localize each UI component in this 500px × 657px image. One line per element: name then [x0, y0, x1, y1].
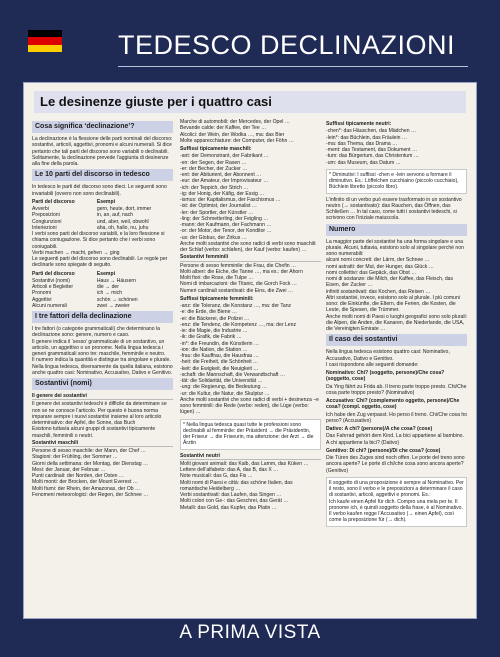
subsection-title: Suffissi tipicamente neutri: [326, 121, 392, 127]
section-title: Sostantivi (nomi) [32, 378, 173, 390]
section-title: I tre fattori della declinazione [32, 311, 173, 323]
subsection-title: Sostantivi femminili [180, 254, 321, 261]
list-item: -mann: der Kaufmann, der Fachmann … [180, 222, 272, 228]
title-divider [118, 66, 468, 67]
list-item: Molti fiori: die Rose, die Tulpe … [180, 275, 254, 281]
table-cell: gern, heute, dort, immer [96, 206, 152, 212]
flag-stripe-black [28, 30, 62, 37]
list-item: Nomi di imbarcazioni: die Titanic, die Gorch Fock … [180, 281, 297, 288]
section-title: Numero [326, 224, 467, 236]
list-item: Stagioni: der Frühling, der Sommer … [32, 454, 118, 461]
list-item: -ur: die Kultur, die Natur, die Skulptur … [180, 390, 270, 397]
paragraph: Il genere indica il ‘sesso’ grammaticale di un sostantivo, un articolo, un aggettivo o un pronome. Nella lingua tedesca i generi grammaticali sono tre: maschile, femminile e neutro. [32, 338, 166, 357]
table-cell: Preposizioni [32, 212, 60, 219]
table-cell: Aggettivi [32, 296, 52, 303]
paragraph: Le seguenti parti del discorso sono declinabili. Le regole per declinarle sono spiegate di seguito. [32, 256, 168, 269]
list-item: -ling: der Schmetterling, der Feigling … [180, 215, 269, 222]
list-item: -ion: die Nation, die Station … [180, 346, 248, 353]
list-item: -or: der Motor, der Tenor, der Konditor … [180, 228, 272, 235]
list-item: -ler: der Sportler, der Künstler … [180, 209, 254, 216]
paragraph: I verbi sono parti del discorso variabili, e la loro flessione si chiama coniugazione. Si dice pertanto che i verbi sono coniugabili. [32, 231, 165, 250]
verbi-example: Verbi machen → macht, gehen → ging [32, 249, 120, 256]
case-question: Genitivo: Di chi? (persone)/Di che cosa? (cose) [326, 447, 441, 454]
list-item: Giorni della settimana: der Montag, der Dienstag … [32, 460, 149, 467]
content-card [24, 83, 476, 618]
list-item: -ich: der Teppich, der Strich … [180, 184, 249, 191]
list-item: Punti cardinali: der Norden, der Osten … [32, 473, 125, 479]
list-item: Molti giovani animali: das Kalb, das Lamm, das Küken … [180, 460, 309, 467]
paragraph: Nella lingua tedesca, diversamente da quella italiana, esistono anche quattro casi: Nominativo, Accusativo, Dativo e Genitivo. [32, 363, 173, 376]
invariable-table [32, 197, 173, 231]
list-item: -enz: die Tendenz, die Kompetenz …, ma: der Lenz [180, 321, 296, 328]
declinable-table [32, 269, 173, 310]
list-item: Molte apparecchiature: der Computer, der Föhn … [180, 137, 294, 144]
table-header: Esempi [96, 198, 115, 205]
list-item: -ie: die Magie, die Industrie … [180, 328, 248, 334]
list-item: -ent: der Abiturient, der Abonnent … [180, 172, 262, 178]
list-item: -schaft: die Mannschaft, die Verwandtschaft … [180, 371, 286, 378]
list-item: Numeri cardinali sostantivati: die Eins, die Zwei … [180, 287, 293, 294]
case-example: Die Türen des Zuges sind noch offen. Le porte del treno sono ancora aperte? Le porte di chi/che cosa sono ancora aperte? (Genitivo) [326, 455, 465, 474]
table-cell: aha, oh, hallo, nu, juhu [96, 224, 149, 231]
note-box [326, 477, 467, 527]
list-item: Molti colori con Ge-: das Geschrei, das Gerät … [180, 498, 289, 505]
section-title: Le 10 parti del discorso in tedesco [32, 169, 173, 181]
note-box: * Diminutivi: I suffissi -chen e -lein servono a formare il diminutivo. Es.: Löffelchen cucchiaino (piccolo cucchiaio), Büchlein libretto (piccolo libro). [326, 169, 467, 194]
list-item: -er: der Becher, der Zucker … [180, 165, 248, 172]
list-item: Note musicali: das G, das Fis … [180, 473, 253, 480]
list-item: infiniti sostantivati: das Kochen, das Reisen … [326, 288, 431, 295]
table-cell: die → der [96, 284, 119, 290]
list-item: -ig: der Honig, der Käfig, der Essig … [180, 190, 265, 197]
subsection-title: Sostantivi neutri [180, 453, 321, 460]
case-example: Ich habe den Zug verpasst. Ho perso il treno. Chi/Che cosa ho perso? (Accusativo) [326, 411, 467, 424]
list-item: -ment: das Testament, das Dokument … [326, 147, 418, 153]
list-item: nomi collettivi: das Gepäck, das Obst … [326, 269, 417, 276]
subsection-title: Suffissi tipicamente maschili: [180, 146, 252, 152]
table-cell: schön → schönen [96, 296, 138, 303]
table-cell: Haus → Häusern [96, 277, 136, 284]
table-cell: Alcuni numerali [32, 302, 67, 309]
subsection-title: Il genere dei sostantivi [32, 393, 173, 400]
table-cell: Interiezioni [32, 224, 57, 231]
paragraph: Anche molti sostantivi che sono radici di verbi + desinenza –e sono femminili: die Rede (verbo: reden), die Lüge (verbo: lügen) … [180, 396, 319, 416]
table-cell: und, aber, weil, obwohl [96, 218, 149, 225]
flag-stripe-red [28, 37, 62, 44]
paragraph: I tre fattori (o categorie grammaticali) che determinano la declinazione sono: genere, numero e caso. [32, 326, 160, 339]
list-item: -anz: die Toleranz, die Konstanz …, ma: der Tanz [180, 303, 292, 309]
note-box: * Nella lingua tedesca quasi tutte le professioni sono declinabili al femminile: der Präsident → die Präsidentin, der Friseur → die Friseurin, ma attenzione: der Arzt → die Ärztin [180, 419, 321, 450]
list-item: -um: das Museum, das Datum … [326, 159, 401, 166]
list-item: -ung: die Regierung, die Bedeutung … [180, 384, 267, 391]
list-item: Molti nomi di Paesi e città: das schöne Italien, das romantische Heidelberg … [180, 479, 293, 492]
case-question: Nominativo: Chi? (soggetto, persone)/Che cosa? (soggetto, cose) [326, 370, 445, 383]
list-item: -chen*: das Häuschen, das Mädchen … [326, 128, 417, 135]
table-cell: Pronomi [32, 290, 51, 297]
paragraph: Esistono tuttavia alcuni gruppi di sostantivi tipicamente maschili, femminili o neutri. [32, 426, 156, 439]
paragraph: Altri sostantivi, invece, esistono solo al plurale. I più comuni sono: die Einkünfte, die Eltern, die Ferien, die Kosten, die Leute, die Spesen, die Trümmer. [326, 294, 460, 314]
german-flag-icon [28, 30, 62, 52]
list-item: -ist: der Optimist, der Journalist … [180, 203, 257, 210]
paragraph: Nella lingua tedesca esistono quattro casi: Nominativo, Accusativo, Dativo e Genitivo. [326, 349, 450, 362]
paragraph: L’infinito di un verbo può essere trasformato in un sostantivo neutro (→ sostantivato): das Rauchen, das Öffnen, das Schließen … In tal caso, come tutti i sostantivi tedeschi, si scrivono con l’iniziale maiuscola. [326, 196, 462, 222]
table-cell: Avverbi [32, 206, 49, 212]
case-example: Da Ying fährt zu Frida ab. Il treno parte troppo presto. Chi/Che cosa parte troppo presto? (Nominativo) [326, 383, 467, 396]
list-item: Bevande calde: der Kaffee, der Tee … [180, 125, 267, 132]
table-cell: Congiunzioni [32, 218, 62, 225]
table-cell: ich → mich [96, 290, 123, 297]
list-item: Metalli: das Gold, das Kupfer, das Platin … [180, 504, 277, 511]
page-title: TEDESCO DECLINAZIONI [118, 30, 456, 60]
list-item: -heit: die Freiheit, die Schönheit … [180, 359, 259, 366]
paragraph: In tedesco le parti del discorso sono dieci. Le seguenti sono invariabili (ovvero non sono declinabili). [32, 184, 167, 197]
table-header: Parti del discorso [32, 198, 75, 205]
paragraph: Il soggetto di una proposizione è sempre al Nominativo. Per il resto, sono il verbo e le preposizioni a determinare il caso di sostantivi, articoli, aggettivi e pronomi. Es.: [329, 479, 464, 499]
subsection-title: Suffissi tipicamente femminili: [180, 295, 254, 302]
list-item: -ik: die Grafik, die Fabrik … [180, 334, 242, 341]
list-item: -en: der Segen, der Rasen … [180, 159, 247, 166]
list-item: Persone di sesso femminile: die Frau, die Chefin … [180, 262, 297, 269]
column-3 [326, 119, 467, 615]
list-item: -ant: der Demonstrant, der Fabrikant … [180, 153, 269, 160]
list-item: -eur: der Amateur, der Improvisateur … [180, 178, 269, 185]
list-item: nomi di sostanze: die Milch, der Kaffee, das Fleisch, das Eisen, der Zucker … [326, 276, 454, 289]
section-title: Il caso dei sostantivi [326, 334, 467, 346]
case-question: Accusativo: Chi? (complemento oggetto, persone)/Che cosa? (compl. oggetto, cose) [326, 398, 460, 411]
table-cell: Sostantivi (nomi) [32, 277, 70, 284]
list-item: -keit: die Ewigkeit, die Neuigkeit … [180, 365, 259, 372]
column-1 [32, 119, 173, 615]
list-item: -lein*: das Büchlein, das Fräulein … [326, 134, 407, 141]
paragraph: Anche molti nomi di Paesi o luoghi geografici sono solo plurali: die Alpen, die Anden, die Kanaren, die Niederlande, die USA, die Vereinigten Emirate … [326, 313, 467, 332]
table-cell: in, an, auf, nach [96, 212, 134, 219]
case-example: Das Fahrrad gehört dem Kind. La bici appartiene al bambino. A chi appartiene la bici? (Dativo) [326, 433, 464, 446]
paragraph: Il genere dei sostantivi tedeschi è difficile da determinare se non se ne conosce l’articolo. Per questo è buona norma imparare sempre i nuovi sostantivi insieme al loro articolo determinativo: der Apfel, die Sonne, das Buch [32, 401, 167, 426]
list-item: alcuni nomi concreti: der Lärm, der Schnee … [326, 257, 430, 264]
list-item: Molti fiumi: der Rhein, der Amazonas, der Ob … [32, 485, 141, 492]
list-item: -us: der Globus, der Zirkus … [180, 234, 247, 241]
list-item: nomi astratti: der Mut, der Hunger, das Glück … [326, 263, 434, 270]
list-item: Persone di sesso maschile: der Mann, der Chef … [32, 448, 146, 454]
column-2 [180, 119, 321, 615]
paragraph: I casi rispondono alle seguenti domande: [326, 361, 419, 368]
case-question: Dativo: A chi? (persone)/A che cosa? (cose) [326, 426, 433, 432]
list-item: Alcolici: der Wein, der Wodka …, ma: das Bier [180, 131, 285, 138]
footer-brand: A PRIMA VISTA [179, 622, 321, 643]
list-item: -frau: die Kauffrau, die Hausfrau … [180, 353, 259, 359]
card-title: Le desinenze giuste per i quattro casi [40, 94, 272, 109]
paragraph: La declinazione è la flessione delle parti nominali del discorso: sostantivi, articoli, aggettivi, pronomi e alcuni numerali. Si dice pertanto che tali parti del discorso sono variabili o declinabili. Solitamente, la declinazione prevede l’aggiunta di desinenze alla fine della parola. [32, 136, 173, 167]
card-header [34, 91, 466, 113]
list-item: Lettere dell’alfabeto: das A, das B, das X … [180, 467, 279, 473]
list-item: -tum: das Bürgertum, das Christentum … [326, 153, 419, 160]
list-item: -tät: die Solidarität, die Universität … [180, 378, 263, 384]
list-item: -e: die Erde, die Biene … [180, 309, 237, 316]
table-header: Parti del discorso [32, 270, 75, 277]
flag-stripe-gold [28, 45, 62, 52]
list-item: Verbi sostantivati: das Laufen, das Singen … [180, 492, 282, 498]
list-item: Molti monti: der Brocken, der Mount Everest … [32, 479, 138, 486]
subsection-title: Sostantivi maschili [32, 440, 173, 447]
list-item: -ma: das Thema, das Drama … [326, 140, 398, 147]
table-header: Esempi [96, 270, 115, 277]
list-item: -in*: die Freundin, die Künstlerin … [180, 340, 259, 347]
paragraph: Il numero indica la quantità e distingue tra singolare e plurale. [32, 357, 171, 364]
paragraph: Anche molti sostantivi che sono radici di verbi sono maschili: der Schlaf (verbo: schlafen), der Kauf (verbo: kaufen) … [180, 240, 317, 253]
table-cell: zwei → zweier [96, 302, 130, 309]
list-item: -ismus: der Kapitalismus, der Faschismus … [180, 197, 281, 203]
section-title: Cosa significa ‘declinazione’? [32, 121, 173, 133]
list-item: Marche di automobili: der Mercedes, der Opel … [180, 119, 290, 125]
list-item: Molti alberi: die Eiche, die Tanne …, ma es.: der Ahorn [180, 268, 303, 275]
paragraph: Ich kaufe einen Apfel für dich. Compro una mela per te. Il pronome ich, è quindi soggetto della frase, è al Nominativo. Il verbo kaufen regge l’Accusativo (→ einen Apfel), così come la preposizione für (→ dich). [329, 498, 463, 524]
table-cell: Articoli e Begleiter [32, 284, 74, 290]
paragraph: La maggior parte dei sostantivi ha una forma singolare e una plurale. Alcuni, tuttavia, esistono solo al singolare perché non sono numerabili: [326, 238, 464, 257]
list-item: Mesi: der Januar, der Februar … [32, 466, 106, 473]
list-item: -ei: die Bäckerei, die Polizei … [180, 315, 250, 322]
list-item: Fenomeni meteorologici: der Regen, der Schnee … [32, 491, 149, 498]
